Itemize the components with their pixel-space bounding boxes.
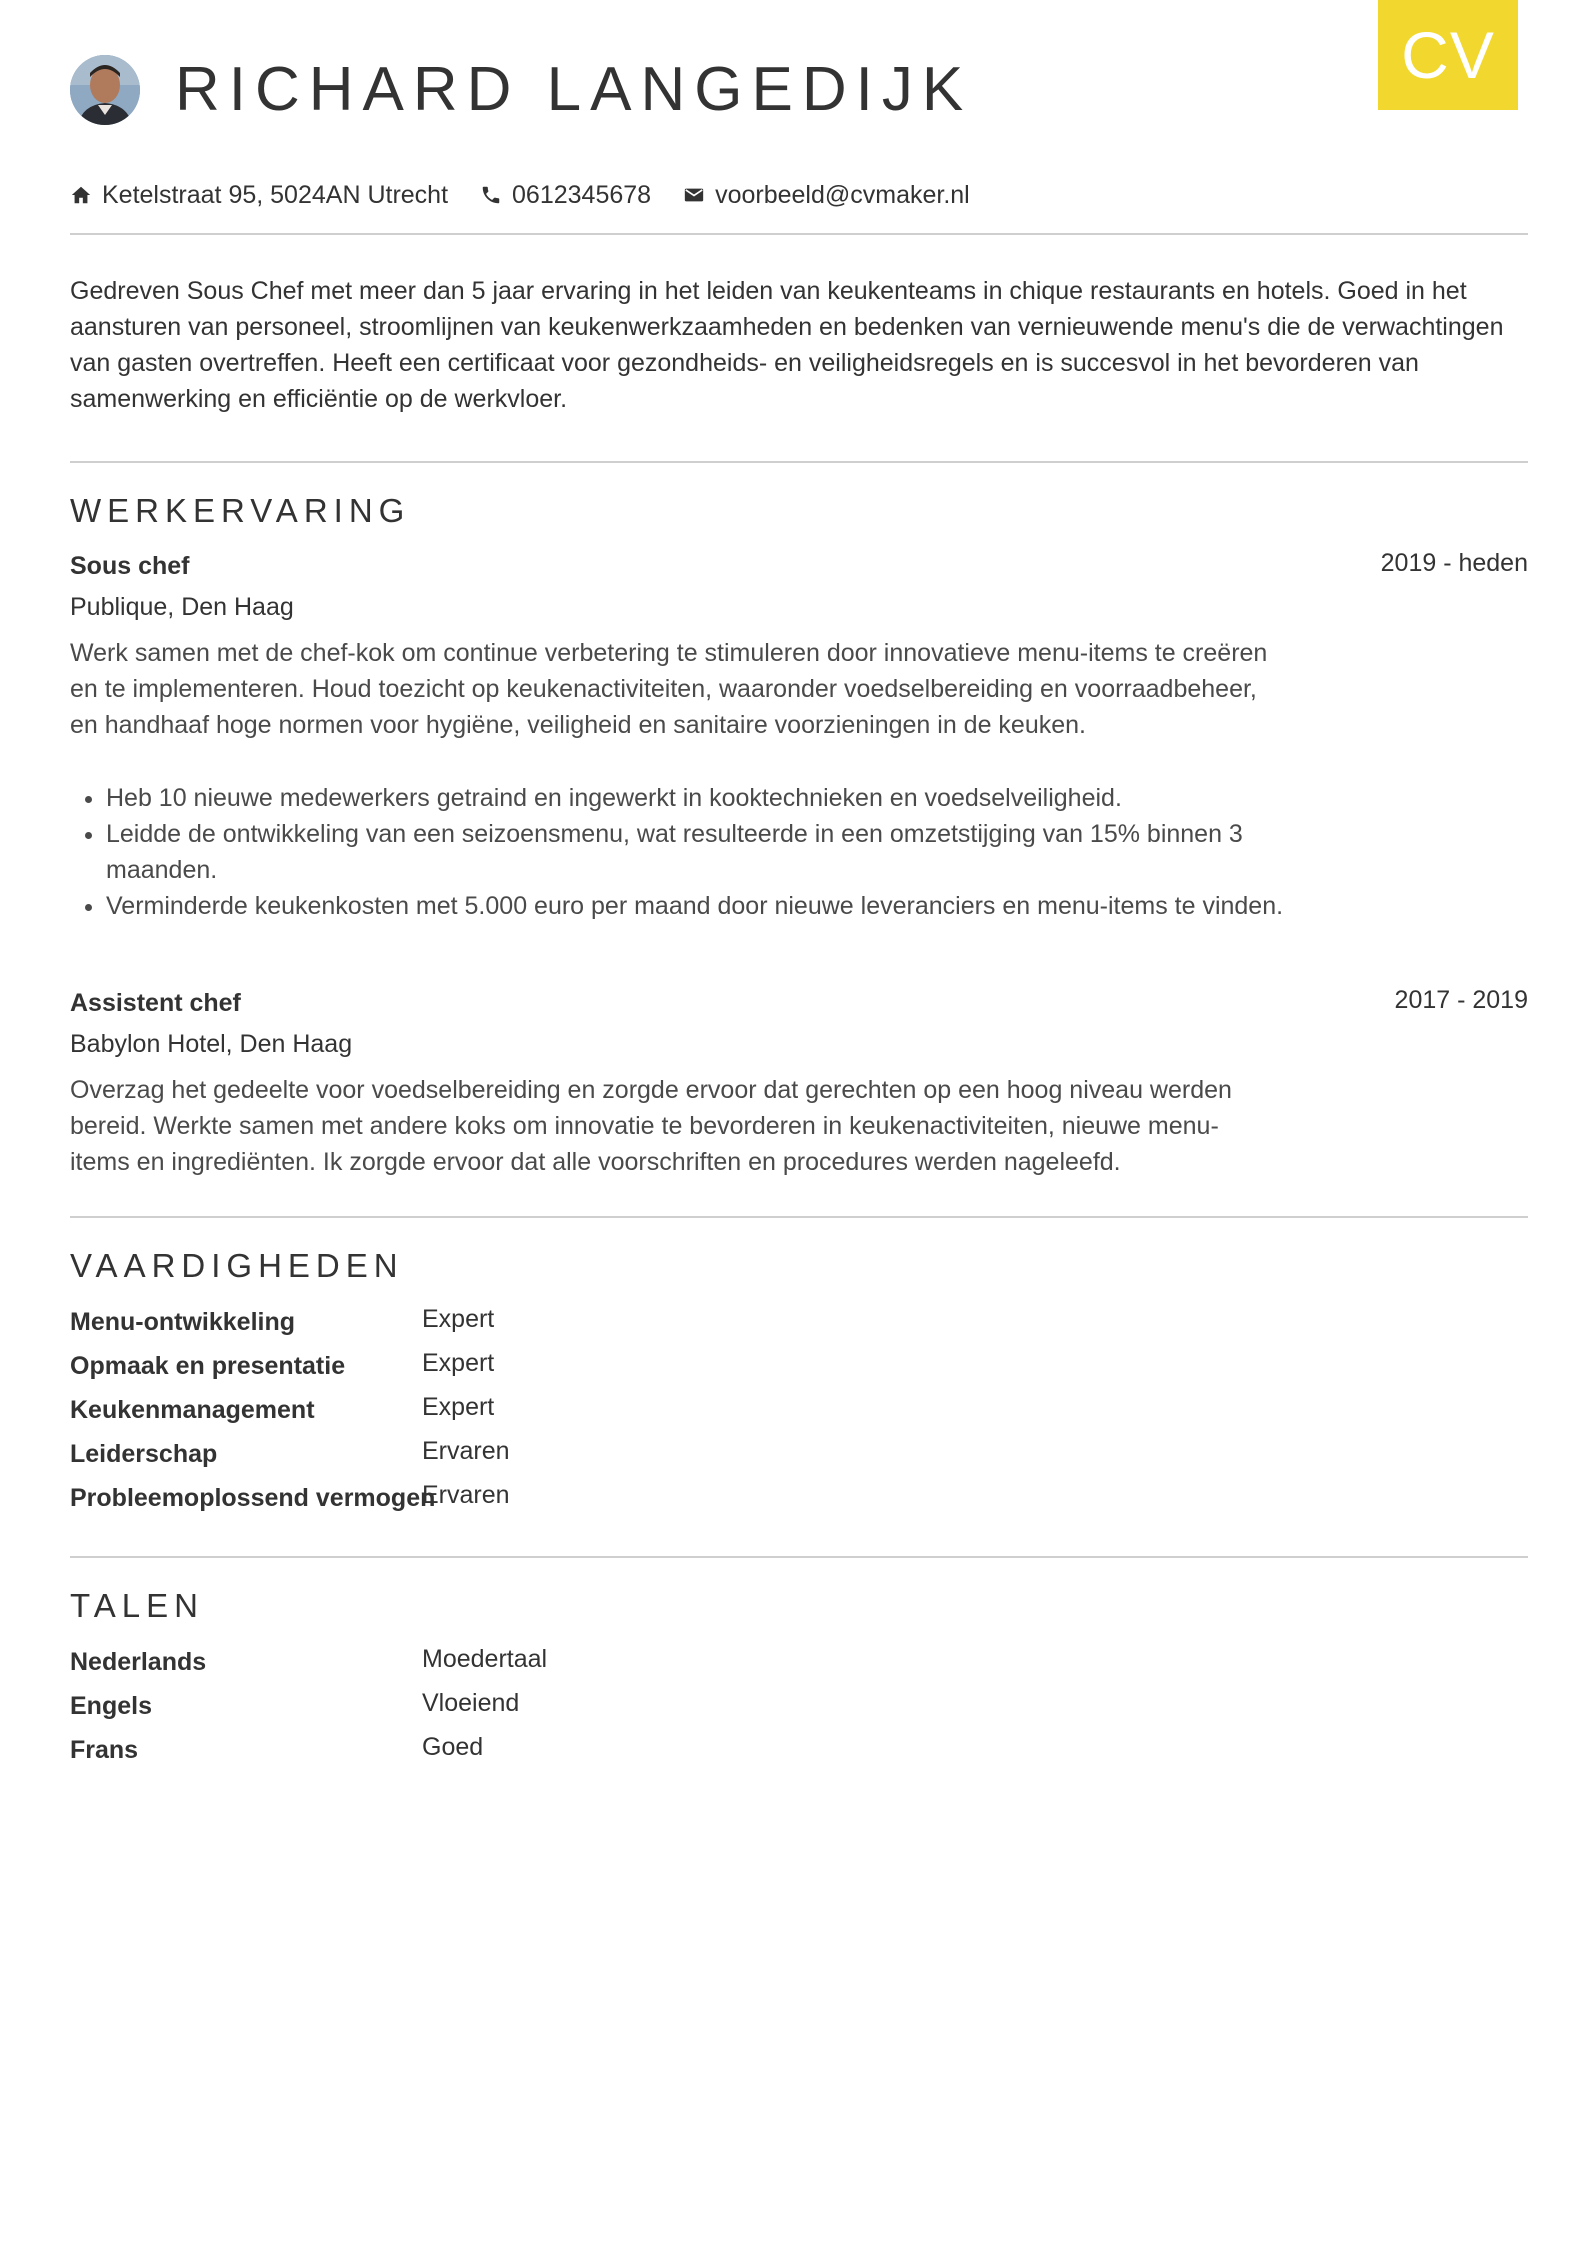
- phone-text: 0612345678: [512, 180, 652, 209]
- language-name: Engels: [70, 1692, 152, 1720]
- skill-row: [70, 1300, 770, 1344]
- language-name: Frans: [70, 1736, 139, 1764]
- profile-summary: Gedreven Sous Chef met meer dan 5 jaar ervaring in het leiden van keukenteams in chique restaurants en hotels. Goed in het aansturen van personeel, stroomlijnen van keukenwerkzaamheden en bedenken van vernieuwende menu's die de verwachtingen van gasten overtreffen. Heeft een certificaat voor gezondheids- en veiligheidsregels en is succesvol in het bevorderen van samenwerking en efficiëntie op de werkvloer.: [70, 277, 1504, 413]
- job-title: Sous chef: [70, 552, 190, 580]
- skill-name: Probleemoplossend vermogen: [70, 1484, 436, 1512]
- candidate-name: RICHARD LANGEDIJK: [175, 55, 973, 124]
- contact-phone: [480, 181, 651, 210]
- cv-badge-label: CV: [1401, 18, 1495, 92]
- job-company: Babylon Hotel, Den Haag: [70, 1030, 353, 1058]
- skill-name: Menu-ontwikkeling: [70, 1308, 295, 1336]
- divider: [70, 461, 1528, 463]
- divider: [70, 1556, 1528, 1558]
- cv-badge: [1378, 0, 1518, 110]
- skill-name: Leiderschap: [70, 1440, 218, 1468]
- job-achievements: [70, 780, 1326, 924]
- envelope-icon: [683, 184, 705, 206]
- contact-address: [70, 181, 448, 210]
- skill-row: [70, 1344, 770, 1388]
- language-row: [70, 1640, 770, 1684]
- skill-level: Ervaren: [422, 1481, 510, 1509]
- divider: [70, 1216, 1528, 1218]
- job-company: Publique, Den Haag: [70, 593, 294, 621]
- language-row: [70, 1728, 770, 1772]
- skills-list: [70, 1300, 770, 1520]
- contact-email: [683, 181, 970, 210]
- skill-name: Opmaak en presentatie: [70, 1352, 346, 1380]
- avatar: [70, 55, 140, 125]
- section-title-skills: VAARDIGHEDEN: [70, 1247, 404, 1284]
- email-text: voorbeeld@cvmaker.nl: [715, 180, 970, 209]
- job-dates: 2019 - heden: [1380, 549, 1528, 577]
- section-title-experience: WERKERVARING: [70, 492, 411, 529]
- list-item: • Leidde de ontwikkeling van een seizoensmenu, wat resulteerde in een omzetstijging van 15% binnen 3 maanden.: [106, 816, 1326, 888]
- divider: [70, 233, 1528, 235]
- job-description: Overzag het gedeelte voor voedselbereiding en zorgde ervoor dat gerechten op een hoog niveau werden bereid. Werkte samen met andere koks om innovatie te bevorderen in keukenactiviteiten, nieuwe menu-items en ingrediënten. Ik zorgde ervoor dat alle voorschriften en procedures werden nageleefd.: [70, 1076, 1232, 1176]
- list-item: • Verminderde keukenkosten met 5.000 euro per maand door nieuwe leveranciers en menu-items te vinden.: [106, 888, 1326, 924]
- job-title: Assistent chef: [70, 989, 241, 1017]
- contact-bar: [70, 178, 1002, 212]
- list-item: • Heb 10 nieuwe medewerkers getraind en ingewerkt in kooktechnieken en voedselveiligheid.: [106, 780, 1326, 816]
- language-level: Goed: [422, 1733, 484, 1761]
- job-description: Werk samen met de chef-kok om continue verbetering te stimuleren door innovatieve menu-items te creëren en te implementeren. Houd toezicht op keukenactiviteiten, waaronder voedselbereiding en voorraadbeheer, en handhaaf hoge normen voor hygiëne, veiligheid en sanitaire voorzieningen in de keuken.: [70, 639, 1268, 739]
- skill-row: [70, 1476, 770, 1520]
- skill-row: [70, 1388, 770, 1432]
- skill-level: Expert: [422, 1393, 495, 1421]
- home-icon: [70, 184, 92, 206]
- language-level: Vloeiend: [422, 1689, 520, 1717]
- skill-level: Expert: [422, 1305, 495, 1333]
- language-row: [70, 1684, 770, 1728]
- address-text: Ketelstraat 95, 5024AN Utrecht: [102, 180, 449, 209]
- section-title-languages: TALEN: [70, 1587, 204, 1624]
- phone-icon: [480, 184, 502, 206]
- skill-level: Expert: [422, 1349, 495, 1377]
- language-level: Moedertaal: [422, 1645, 548, 1673]
- skill-row: [70, 1432, 770, 1476]
- skill-name: Keukenmanagement: [70, 1396, 315, 1424]
- job-dates: 2017 - 2019: [1394, 986, 1528, 1014]
- language-name: Nederlands: [70, 1648, 207, 1676]
- avatar-photo: [70, 55, 140, 125]
- skill-level: Ervaren: [422, 1437, 510, 1465]
- languages-list: [70, 1640, 770, 1772]
